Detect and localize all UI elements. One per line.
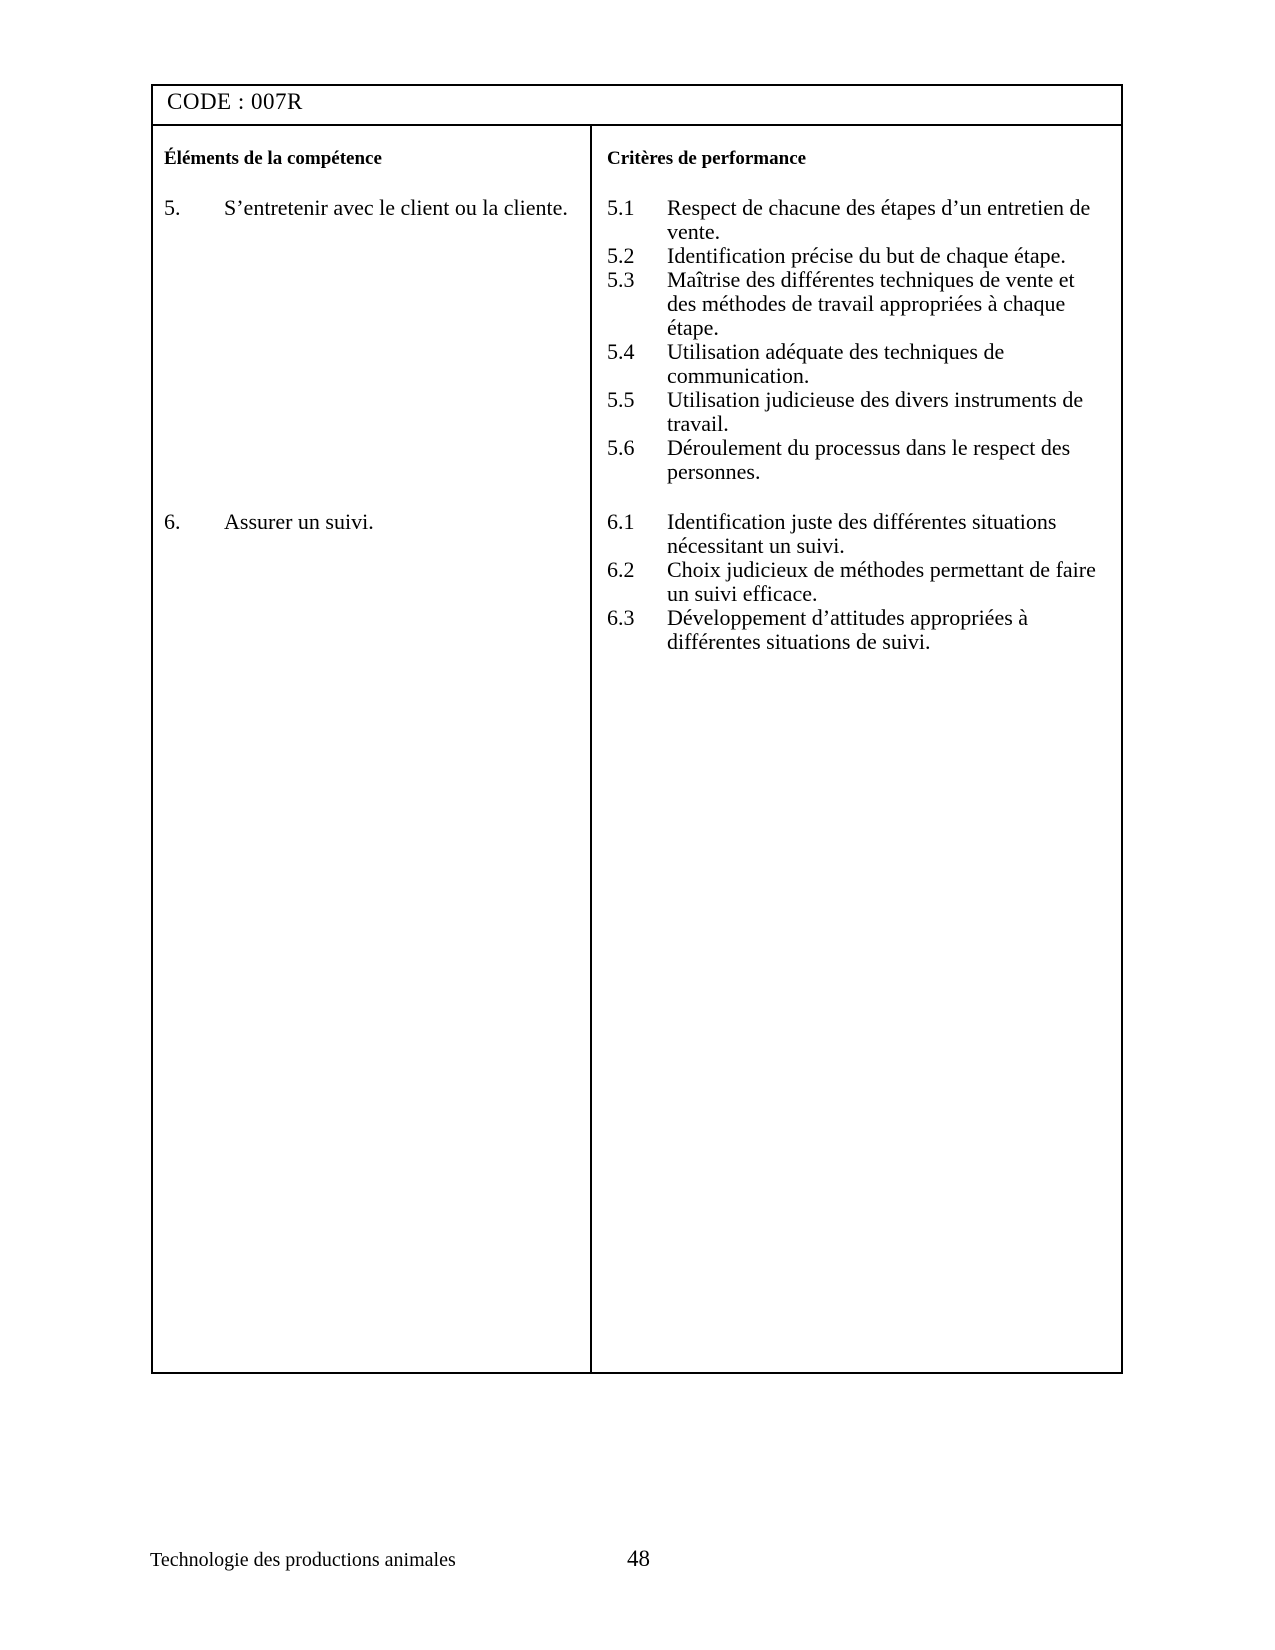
element-number: 6. <box>164 509 181 534</box>
criterion-number: 5.1 <box>607 195 635 220</box>
code-label: CODE : 007R <box>167 89 303 114</box>
criterion-text: Utilisation adéquate des techniques de communication. <box>667 339 1005 388</box>
criterion-number: 5.6 <box>607 435 635 460</box>
elements-heading: Éléments de la compétence <box>164 148 382 169</box>
code-row <box>153 86 1121 126</box>
page-number: 48 <box>627 1546 650 1571</box>
criterion-number: 5.3 <box>607 267 635 292</box>
criterion-text: Maîtrise des différentes techniques de vente et des méthodes de travail appropriées à chaque étape. <box>667 267 1075 340</box>
criterion-text: Choix judicieux de méthodes permettant de faire un suivi efficace. <box>667 557 1096 606</box>
column-divider <box>590 124 592 1372</box>
criterion-number: 6.1 <box>607 509 635 534</box>
criterion-text: Respect de chacune des étapes d’un entretien de vente. <box>667 195 1091 244</box>
element-text: Assurer un suivi. <box>224 509 374 534</box>
criteria-heading: Critères de performance <box>607 148 807 169</box>
element-number: 5. <box>164 195 181 220</box>
criterion-text: Utilisation judicieuse des divers instruments de travail. <box>667 387 1084 436</box>
criterion-text: Identification précise du but de chaque étape. <box>667 243 1066 268</box>
criterion-number: 6.3 <box>607 605 635 630</box>
footer-document-title: Technologie des productions animales <box>150 1549 456 1571</box>
criterion-number: 5.4 <box>607 339 635 364</box>
element-text: S’entretenir avec le client ou la cliente. <box>224 195 568 220</box>
criterion-number: 5.5 <box>607 387 635 412</box>
competency-table <box>151 84 1123 1374</box>
criterion-text: Développement d’attitudes appropriées à différentes situations de suivi. <box>667 605 1029 654</box>
criterion-text: Identification juste des différentes situations nécessitant un suivi. <box>667 509 1057 558</box>
criterion-number: 5.2 <box>607 243 635 268</box>
criterion-number: 6.2 <box>607 557 635 582</box>
criterion-text: Déroulement du processus dans le respect des personnes. <box>667 435 1071 484</box>
